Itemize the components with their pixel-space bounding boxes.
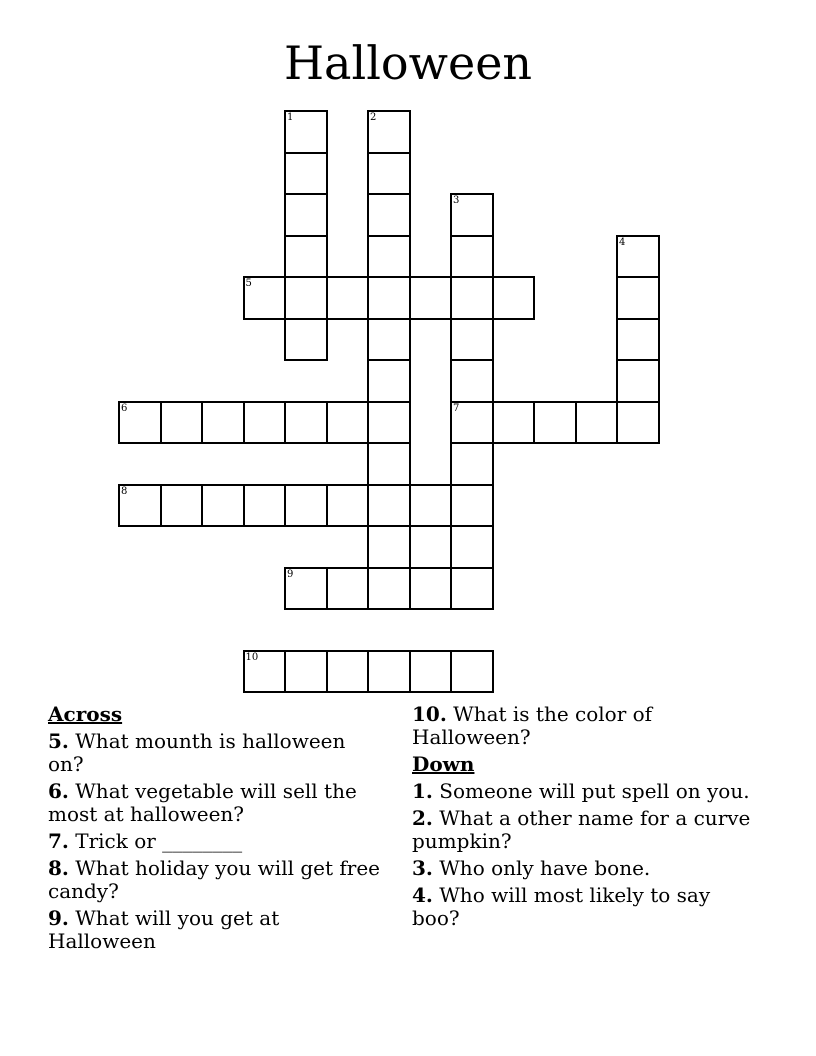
- grid-cell[interactable]: [616, 235, 660, 279]
- grid-cell[interactable]: [616, 318, 660, 362]
- grid-cell[interactable]: [284, 401, 328, 445]
- down-clue: [412, 857, 752, 880]
- grid-cell[interactable]: [492, 401, 536, 445]
- cell-number: 2: [370, 112, 377, 123]
- grid-cell[interactable]: [367, 152, 411, 196]
- grid-cell[interactable]: [450, 235, 494, 279]
- across-clue: [48, 730, 383, 776]
- grid-cell[interactable]: [450, 276, 494, 320]
- grid-cell[interactable]: [575, 401, 619, 445]
- grid-cell[interactable]: [243, 276, 287, 320]
- grid-cell[interactable]: [367, 318, 411, 362]
- clue-text: What holiday you will get free candy?: [48, 856, 381, 903]
- grid-cell[interactable]: [492, 276, 536, 320]
- grid-cell[interactable]: [533, 401, 577, 445]
- grid-cell[interactable]: [367, 484, 411, 528]
- clue-text: What mounth is halloween on?: [48, 729, 346, 776]
- cell-number: 9: [287, 568, 294, 580]
- across-clue: [412, 703, 752, 749]
- grid-cell[interactable]: [118, 484, 162, 528]
- grid-cell[interactable]: [367, 235, 411, 279]
- grid-cell[interactable]: [326, 650, 370, 694]
- grid-cell[interactable]: [409, 276, 453, 320]
- clue-number: 4.: [412, 883, 433, 907]
- across-clue: [48, 780, 383, 826]
- grid-cell[interactable]: [243, 484, 287, 528]
- cell-number: 10: [245, 651, 259, 663]
- grid-cell[interactable]: [450, 484, 494, 528]
- grid-cell[interactable]: [367, 401, 411, 445]
- grid-cell[interactable]: [367, 525, 411, 569]
- clue-text: What will you get at Halloween: [48, 906, 280, 953]
- grid-cell[interactable]: [450, 193, 494, 237]
- clue-number: 5.: [48, 729, 69, 753]
- across-clue: [48, 830, 383, 853]
- clue-text: Who only have bone.: [439, 856, 651, 880]
- grid-cell[interactable]: [284, 235, 328, 279]
- grid-cell[interactable]: [450, 359, 494, 403]
- grid-cell[interactable]: [409, 650, 453, 694]
- across-heading: Across: [48, 702, 123, 726]
- clue-number: 1.: [412, 779, 433, 803]
- across-clue: [48, 857, 383, 903]
- grid-cell[interactable]: [118, 401, 162, 445]
- grid-cell[interactable]: [284, 193, 328, 237]
- clue-text: What a other name for a curve pumpkin?: [412, 806, 751, 853]
- clues-left-column: [48, 703, 383, 957]
- grid-cell[interactable]: [284, 567, 328, 611]
- grid-cell[interactable]: [616, 401, 660, 445]
- clue-number: 9.: [48, 906, 69, 930]
- grid-cell[interactable]: [284, 152, 328, 196]
- down-heading: Down: [412, 752, 475, 776]
- grid-cell[interactable]: [616, 359, 660, 403]
- grid-cell[interactable]: [284, 276, 328, 320]
- clue-number: 2.: [412, 806, 433, 830]
- clue-text: Who will most likely to say boo?: [412, 883, 711, 930]
- grid-cell[interactable]: [284, 484, 328, 528]
- grid-cell[interactable]: [450, 318, 494, 362]
- grid-cell[interactable]: [326, 401, 370, 445]
- grid-cell[interactable]: [201, 484, 245, 528]
- grid-cell[interactable]: [367, 276, 411, 320]
- grid-cell[interactable]: [243, 650, 287, 694]
- grid-cell[interactable]: [409, 567, 453, 611]
- clue-number: 8.: [48, 856, 69, 880]
- grid-cell[interactable]: [326, 484, 370, 528]
- grid-cell[interactable]: [326, 567, 370, 611]
- grid-cell[interactable]: [367, 110, 411, 154]
- cell-number: 1: [287, 112, 294, 123]
- clue-text: Someone will put spell on you.: [439, 779, 750, 803]
- grid-cell[interactable]: [450, 401, 494, 445]
- clue-number: 7.: [48, 829, 69, 853]
- grid-cell[interactable]: [326, 276, 370, 320]
- clue-text: Trick or ________: [75, 829, 243, 853]
- down-clue: [412, 780, 752, 803]
- cell-number: 5: [245, 278, 252, 289]
- grid-cell[interactable]: [616, 276, 660, 320]
- clue-number: 6.: [48, 779, 69, 803]
- grid-cell[interactable]: [160, 401, 204, 445]
- clue-number: 10.: [412, 702, 447, 726]
- clues-right-column: [412, 703, 752, 934]
- grid-cell[interactable]: [450, 650, 494, 694]
- grid-cell[interactable]: [243, 401, 287, 445]
- cell-number: 7: [453, 402, 460, 414]
- grid-cell[interactable]: [367, 567, 411, 611]
- grid-cell[interactable]: [201, 401, 245, 445]
- clue-text: What vegetable will sell the most at halloween?: [48, 779, 357, 826]
- down-clue: [412, 807, 752, 853]
- grid-cell[interactable]: [450, 525, 494, 569]
- puzzle-title: Halloween: [283, 36, 533, 90]
- cell-number: 3: [453, 195, 460, 206]
- cell-number: 6: [121, 402, 128, 414]
- cell-number: 8: [121, 485, 128, 497]
- grid-cell[interactable]: [450, 442, 494, 486]
- grid-cell[interactable]: [160, 484, 204, 528]
- grid-cell[interactable]: [284, 318, 328, 362]
- grid-cell[interactable]: [409, 484, 453, 528]
- across-clue: [48, 907, 383, 953]
- cell-number: 4: [619, 236, 626, 248]
- down-clue: [412, 884, 752, 930]
- clue-number: 3.: [412, 856, 433, 880]
- grid-cell[interactable]: [284, 650, 328, 694]
- grid-cell[interactable]: [450, 567, 494, 611]
- grid-cell[interactable]: [284, 110, 328, 154]
- grid-cell[interactable]: [367, 442, 411, 486]
- grid-cell[interactable]: [367, 193, 411, 237]
- grid-cell[interactable]: [367, 650, 411, 694]
- clue-text: What is the color of Halloween?: [412, 702, 653, 749]
- grid-cell[interactable]: [367, 359, 411, 403]
